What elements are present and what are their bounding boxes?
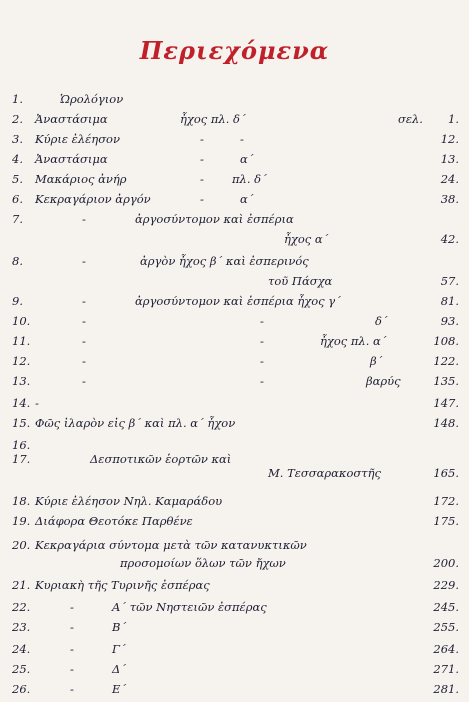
entry-mode: α΄ xyxy=(240,192,254,206)
entry-number: 22. xyxy=(12,600,31,614)
list-item xyxy=(0,232,469,252)
entry-mode: βαρύς xyxy=(366,374,401,388)
entry-number: 1. xyxy=(12,92,23,106)
entry-page: 12. xyxy=(440,132,459,146)
entry-number: 16. xyxy=(12,438,31,452)
entry-title: Κεκραγάριον ἀργόν xyxy=(35,192,151,206)
entry-title: Κεκραγάρια σύντομα μετὰ τῶν κατανυκτικῶν xyxy=(35,538,307,552)
entry-title: Κυριακὴ τῆς Τυρινῆς ἐσπέρας xyxy=(35,578,210,592)
entry-page: 165. xyxy=(433,466,459,480)
entry-title: Γ΄ xyxy=(112,642,126,656)
entry-title: Διάφορα Θεοτόκε Παρθένε xyxy=(35,514,193,528)
entry-number: 12. xyxy=(12,354,31,368)
entry-page: 148. xyxy=(433,416,459,430)
entry-mode: α΄ xyxy=(240,152,254,166)
ditto-mark: - xyxy=(70,682,74,696)
entry-mode: ἦχος πλ. δ΄ xyxy=(180,112,246,126)
list-item xyxy=(0,578,469,598)
entry-title: ἀργὸν ἦχος β΄ καὶ ἐσπερινός xyxy=(140,254,309,268)
entry-page: 229. xyxy=(433,578,459,592)
entry-number: 10. xyxy=(12,314,31,328)
entry-mode: ἦχος πλ. α΄ xyxy=(320,334,387,348)
entry-number: 21. xyxy=(12,578,31,592)
entry-mode: δ΄ xyxy=(375,314,388,328)
entry-mode: ἦχος α΄ xyxy=(284,232,329,246)
ditto-mark: - xyxy=(260,314,264,328)
entry-page: 271. xyxy=(433,662,459,676)
ditto-mark: - xyxy=(70,662,74,676)
list-item xyxy=(0,416,469,436)
entry-number: 6. xyxy=(12,192,23,206)
entry-title: Ἀναστάσιμα xyxy=(35,152,108,166)
entry-number: 9. xyxy=(12,294,23,308)
ditto-mark: - xyxy=(200,192,204,206)
ditto-mark: - xyxy=(70,600,74,614)
entry-mode: πλ. δ΄ xyxy=(232,172,267,186)
entry-title: Ἀναστάσιμα xyxy=(35,112,108,126)
entry-number: 26. xyxy=(12,682,31,696)
ditto-mark: - xyxy=(82,254,86,268)
ditto-mark: - xyxy=(82,374,86,388)
list-item xyxy=(0,538,469,558)
entry-number: 11. xyxy=(12,334,31,348)
entry-title: Ε΄ xyxy=(112,682,127,696)
entry-page: 1. xyxy=(448,112,459,126)
ditto-mark: - xyxy=(260,374,264,388)
entry-title: Α΄ τῶν Νηστειῶν ἐσπέρας xyxy=(112,600,267,614)
entry-title: Κύριε ἐλέησον Νηλ. Καμαράδου xyxy=(35,494,223,508)
entry-title: Β΄ xyxy=(112,620,127,634)
list-item xyxy=(0,152,469,172)
list-item xyxy=(0,212,469,232)
list-item xyxy=(0,354,469,374)
entry-number: 15. xyxy=(12,416,31,430)
list-item xyxy=(0,334,469,354)
entry-page: 175. xyxy=(433,514,459,528)
entry-page: 24. xyxy=(440,172,459,186)
entry-page: 281. xyxy=(433,682,459,696)
list-item xyxy=(0,600,469,620)
entry-title: Δεσποτικῶν ἑορτῶν καὶ xyxy=(90,452,232,466)
list-item xyxy=(0,172,469,192)
entry-title: Κύριε ἐλέησον xyxy=(35,132,120,146)
ditto-mark: - xyxy=(82,354,86,368)
entry-title: ἀργοσύντομον καὶ ἐσπέρια ἦχος γ΄ xyxy=(135,294,341,308)
list-item xyxy=(0,254,469,274)
list-item xyxy=(0,396,469,416)
entry-page: 42. xyxy=(440,232,459,246)
page-title: Περιεχόμενα xyxy=(139,36,330,65)
list-item xyxy=(0,132,469,152)
ditto-mark: - xyxy=(82,212,86,226)
ditto-mark: - xyxy=(200,152,204,166)
ditto-mark: - xyxy=(200,132,204,146)
entry-title: Ὡρολόγιον xyxy=(60,92,124,106)
list-item xyxy=(0,682,469,702)
entry-number: 24. xyxy=(12,642,31,656)
entry-page: 122. xyxy=(433,354,459,368)
entry-page: 200. xyxy=(433,556,459,570)
entry-title: Μακάριος ἀνήρ xyxy=(35,172,127,186)
ditto-mark: - xyxy=(260,354,264,368)
entry-page: 57. xyxy=(440,274,459,288)
entry-page: 81. xyxy=(440,294,459,308)
entry-title: ἀργοσύντομον καὶ ἐσπέρια xyxy=(135,212,294,226)
entry-title: προσομοίων ὅλων τῶν ἤχων xyxy=(120,556,286,570)
entry-number: 19. xyxy=(12,514,31,528)
entry-page: 135. xyxy=(433,374,459,388)
entry-page: 13. xyxy=(440,152,459,166)
list-item xyxy=(0,452,469,472)
list-item xyxy=(0,294,469,314)
list-item xyxy=(0,662,469,682)
list-item xyxy=(0,556,469,576)
entry-title: τοῦ Πάσχα xyxy=(268,274,333,288)
entry-number: 7. xyxy=(12,212,23,226)
ditto-mark: - xyxy=(70,620,74,634)
entry-number: 18. xyxy=(12,494,31,508)
list-item xyxy=(0,112,469,132)
ditto-mark: - xyxy=(260,334,264,348)
list-item xyxy=(0,494,469,514)
ditto-mark: - xyxy=(240,132,244,146)
entry-number: 3. xyxy=(12,132,23,146)
list-item xyxy=(0,314,469,334)
entry-page: 147. xyxy=(433,396,459,410)
entry-title: Φῶς ἱλαρὸν εἰς β΄ καὶ πλ. α΄ ἦχον xyxy=(35,416,236,430)
entry-number: 14. xyxy=(12,396,31,410)
entry-page: 93. xyxy=(440,314,459,328)
ditto-mark: - xyxy=(70,642,74,656)
entry-page: 255. xyxy=(433,620,459,634)
entry-number: 2. xyxy=(12,112,23,126)
list-item xyxy=(0,374,469,394)
entry-number: 13. xyxy=(12,374,31,388)
entry-title: Μ. Τεσσαρακοστῆς xyxy=(268,466,381,480)
page-label: σελ. xyxy=(398,112,423,126)
list-item xyxy=(0,620,469,640)
list-item xyxy=(0,514,469,534)
entry-number: 25. xyxy=(12,662,31,676)
entry-number: 23. xyxy=(12,620,31,634)
entry-number: 5. xyxy=(12,172,23,186)
entry-number: 17. xyxy=(12,452,31,466)
ditto-mark: - xyxy=(82,294,86,308)
ditto-mark: - xyxy=(82,314,86,328)
list-item xyxy=(0,274,469,294)
entry-page: 264. xyxy=(433,642,459,656)
entry-page: 172. xyxy=(433,494,459,508)
entry-mode: β΄ xyxy=(370,354,383,368)
entry-number: 4. xyxy=(12,152,23,166)
entry-page: 245. xyxy=(433,600,459,614)
entry-number: 20. xyxy=(12,538,31,552)
list-item xyxy=(0,92,469,112)
entry-page: 38. xyxy=(440,192,459,206)
list-item xyxy=(0,642,469,662)
ditto-mark: - xyxy=(82,334,86,348)
ditto-mark: - xyxy=(200,172,204,186)
entry-title: Δ΄ xyxy=(112,662,127,676)
list-item xyxy=(0,192,469,212)
entry-page: 108. xyxy=(433,334,459,348)
entry-number: 8. xyxy=(12,254,23,268)
entry-title: - xyxy=(35,396,39,410)
